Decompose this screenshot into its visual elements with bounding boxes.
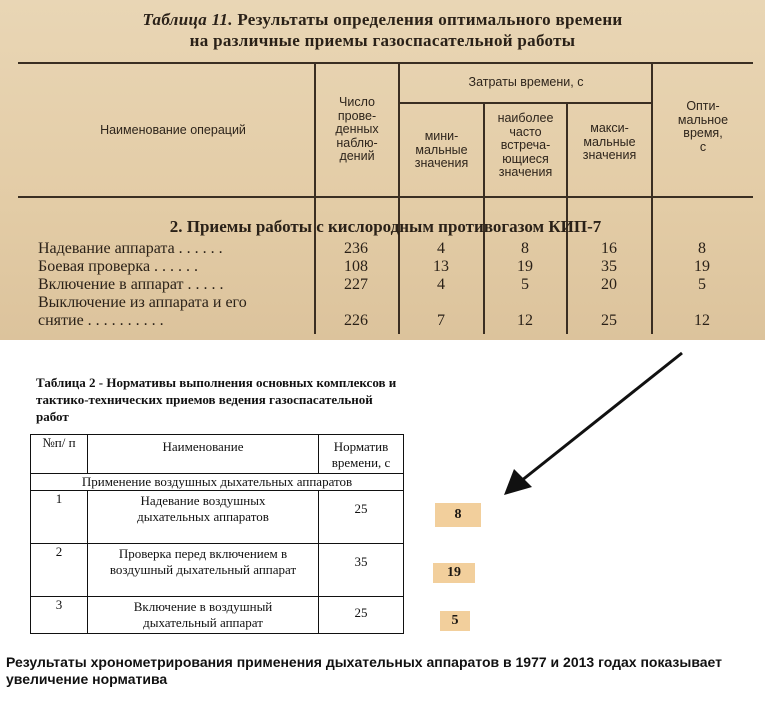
- hdr-opt: [653, 100, 753, 154]
- new-table-title: Таблица 2 - Нормативы выполнения основных комплексов и тактико-технических приемов ведения газоспасательной работ: [36, 375, 397, 424]
- hdr-opt-l4: с: [699, 139, 707, 154]
- old-row-name: снятие . . . . . . . . . .: [38, 312, 164, 329]
- old-row-max: 35: [601, 258, 617, 275]
- old-row-max: 20: [601, 276, 617, 293]
- new-table: [30, 434, 404, 634]
- old-row-opt: 5: [698, 276, 706, 293]
- old-row: [18, 312, 753, 330]
- hdr-operation: Наименование операций: [100, 123, 246, 137]
- old-row-count: 226: [344, 312, 368, 329]
- old-row-name: Выключение из аппарата и его: [38, 294, 247, 311]
- hdr-norm: Норматив времени, с: [319, 435, 404, 474]
- row-name: Проверка перед включением в воздушный дыхательный аппарат: [88, 544, 319, 597]
- hdr-min-l2: мальные: [415, 142, 468, 157]
- badge-19: 19: [433, 563, 475, 583]
- table-row: [31, 597, 404, 634]
- hdr-count-l5: дений: [339, 149, 375, 163]
- arrow-icon: [490, 345, 690, 505]
- old-row-count: 108: [344, 258, 368, 275]
- hdr-count: [316, 96, 398, 164]
- old-row-min: 7: [437, 312, 445, 329]
- old-row-freq: 19: [517, 258, 533, 275]
- old-row-max: 25: [601, 312, 617, 329]
- old-section-title: 2. Приемы работы с кислородным противогазом КИП-7: [169, 217, 602, 236]
- old-table-title-label: Таблица 11.: [142, 10, 233, 29]
- new-table-group: Применение воздушных дыхательных аппаратов: [31, 474, 404, 491]
- rule-header-bottom: [18, 196, 753, 198]
- hdr-count-l2: прове-: [337, 108, 377, 123]
- new-table-group-row: [31, 474, 404, 491]
- old-row-opt: 19: [694, 258, 710, 275]
- old-row-opt: 8: [698, 240, 706, 257]
- old-row-opt: 12: [694, 312, 710, 329]
- old-row-min: 4: [437, 240, 445, 257]
- row-norm: 35: [319, 544, 404, 597]
- hdr-time-group: Затраты времени, с: [468, 75, 584, 89]
- hdr-count-l3: денных: [335, 122, 379, 136]
- old-row-freq: 8: [521, 240, 529, 257]
- old-row: [18, 240, 753, 258]
- hdr-count-l4: наблю-: [336, 135, 378, 150]
- hdr-max: [568, 122, 651, 163]
- hdr-freq-l3: встреча-: [500, 138, 551, 152]
- hdr-min-l1: мини-: [424, 129, 459, 143]
- old-row-max: 16: [601, 240, 617, 257]
- hdr-freq: [485, 112, 566, 180]
- old-row-name: Надевание аппарата . . . . . .: [38, 240, 223, 257]
- old-row-name: Включение в аппарат . . . . .: [38, 276, 224, 293]
- old-table-title: [0, 10, 765, 30]
- hdr-freq-l2: часто: [509, 124, 542, 139]
- badge-5: 5: [440, 611, 470, 631]
- table-row: [31, 491, 404, 544]
- hdr-freq-l4: ющиеся: [502, 151, 549, 166]
- old-table-title-text: Результаты определения оптимального времени: [237, 10, 623, 29]
- scanned-table-1977: [0, 0, 765, 340]
- hdr-min-l3: значения: [414, 156, 469, 170]
- row-norm: 25: [319, 597, 404, 634]
- old-row: [18, 276, 753, 294]
- new-table-header-row: [31, 435, 404, 474]
- old-table-title-line2: на различные приемы газоспасательной работы: [189, 31, 576, 50]
- row-num: 2: [31, 544, 88, 597]
- old-row-name: Боевая проверка . . . . . .: [38, 258, 199, 275]
- row-num: 3: [31, 597, 88, 634]
- rule-time-group: [398, 102, 652, 104]
- old-row-freq: 12: [517, 312, 533, 329]
- old-row: [18, 294, 753, 312]
- old-row-freq: 5: [521, 276, 529, 293]
- badge-8: 8: [435, 503, 481, 527]
- rule-top: [18, 62, 753, 64]
- hdr-opt-l3: время,: [683, 126, 723, 140]
- hdr-opt-l1: Опти-: [686, 99, 720, 113]
- hdr-freq-l5: значения: [498, 165, 553, 179]
- hdr-num: №п/ п: [31, 435, 88, 474]
- old-row: [18, 258, 753, 276]
- old-table-grid: [18, 62, 753, 334]
- row-name: Включение в воздушный дыхательный аппарат: [88, 597, 319, 634]
- hdr-max-l3: значения: [582, 148, 637, 162]
- hdr-name: Наименование: [88, 435, 319, 474]
- hdr-max-l2: мальные: [583, 134, 636, 149]
- hdr-count-l1: Число: [339, 95, 375, 109]
- old-row-count: 236: [344, 240, 368, 257]
- old-row-count: 227: [344, 276, 368, 293]
- hdr-freq-l1: наиболее: [497, 111, 554, 125]
- row-num: 1: [31, 491, 88, 544]
- hdr-min: [400, 130, 483, 171]
- caption: Результаты хронометрирования применения дыхательных аппаратов в 1977 и 2013 годах показывает увеличение норматива: [6, 654, 723, 687]
- old-row-min: 13: [433, 258, 449, 275]
- hdr-opt-l2: мальное: [677, 112, 729, 127]
- old-row-min: 4: [437, 276, 445, 293]
- row-norm: 25: [319, 491, 404, 544]
- hdr-max-l1: макси-: [590, 121, 629, 135]
- table-row: [31, 544, 404, 597]
- row-name: Надевание воздушных дыхательных аппаратов: [88, 491, 319, 544]
